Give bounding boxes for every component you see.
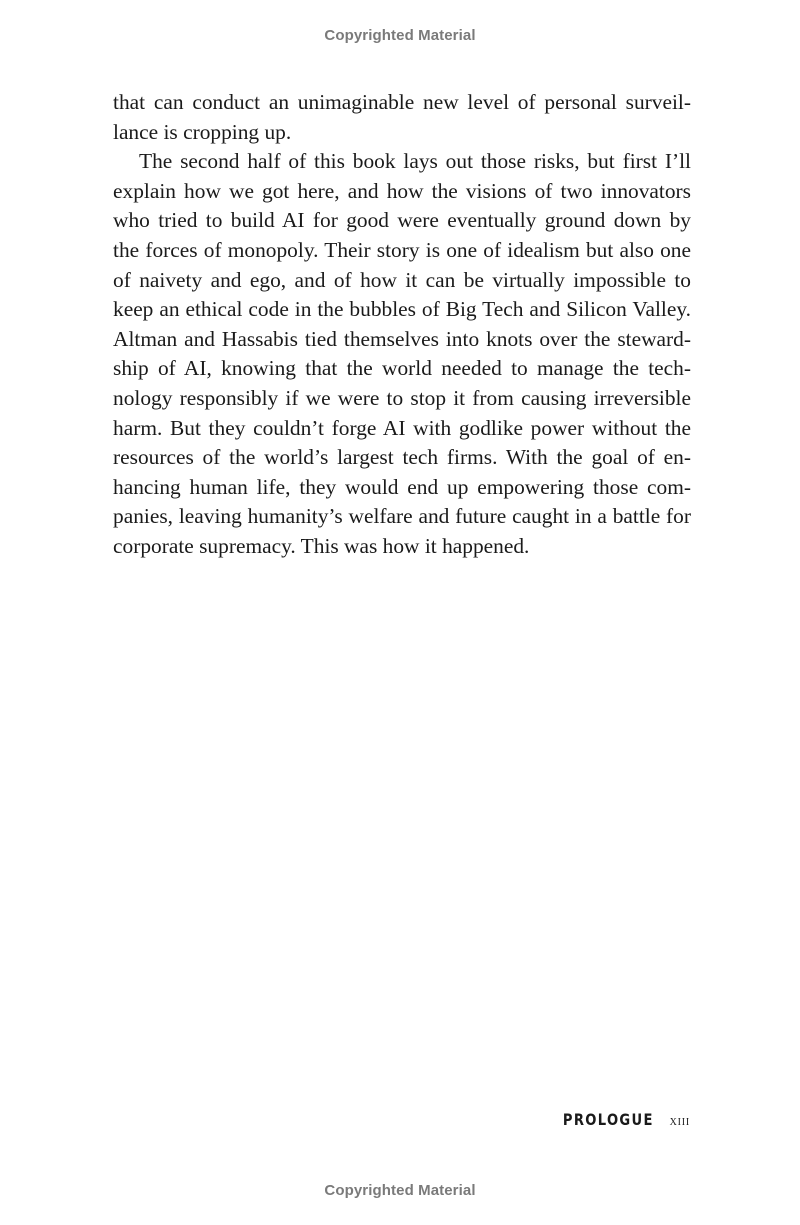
text-line: Altman and Hassabis tied themselves into knots over the steward- xyxy=(113,326,691,351)
text-line: ship of AI, knowing that the world needed to manage the tech- xyxy=(113,356,691,381)
text-line: resources of the world’s largest tech firms. With the goal of en- xyxy=(113,445,691,470)
copyright-watermark-bottom: Copyrighted Material xyxy=(324,1182,476,1199)
text-line: that can conduct an unimaginable new level of personal surveil- xyxy=(113,90,691,114)
text-line: The second half of this book lays out those risks, but first I’ll xyxy=(139,149,691,174)
text-line: nology responsibly if we were to stop it from causing irreversible xyxy=(113,385,691,410)
page-number: xiii xyxy=(669,1114,690,1129)
text-line: explain how we got here, and how the visions of two innovators xyxy=(113,178,691,203)
text-line: hancing human life, they would end up empowering those com- xyxy=(113,474,691,499)
running-footer xyxy=(543,1110,690,1130)
text-line: lance is cropping up. xyxy=(113,119,292,144)
text-line: keep an ethical code in the bubbles of Big Tech and Silicon Valley. xyxy=(113,297,691,322)
text-line: of naivety and ego, and of how it can be virtually impossible to xyxy=(113,267,691,292)
text-line: who tried to build AI for good were eventually ground down by xyxy=(113,208,691,233)
text-line: corporate supremacy. This was how it happened. xyxy=(113,533,530,558)
text-line: the forces of monopoly. Their story is one of idealism but also one xyxy=(113,237,691,262)
section-title: PROLOGUE xyxy=(562,1110,654,1129)
page-body-text xyxy=(113,88,691,562)
text-line: harm. But they couldn’t forge AI with godlike power without the xyxy=(113,415,691,440)
text-line: panies, leaving humanity’s welfare and future caught in a battle for xyxy=(113,504,691,529)
copyright-watermark-top: Copyrighted Material xyxy=(324,27,476,44)
